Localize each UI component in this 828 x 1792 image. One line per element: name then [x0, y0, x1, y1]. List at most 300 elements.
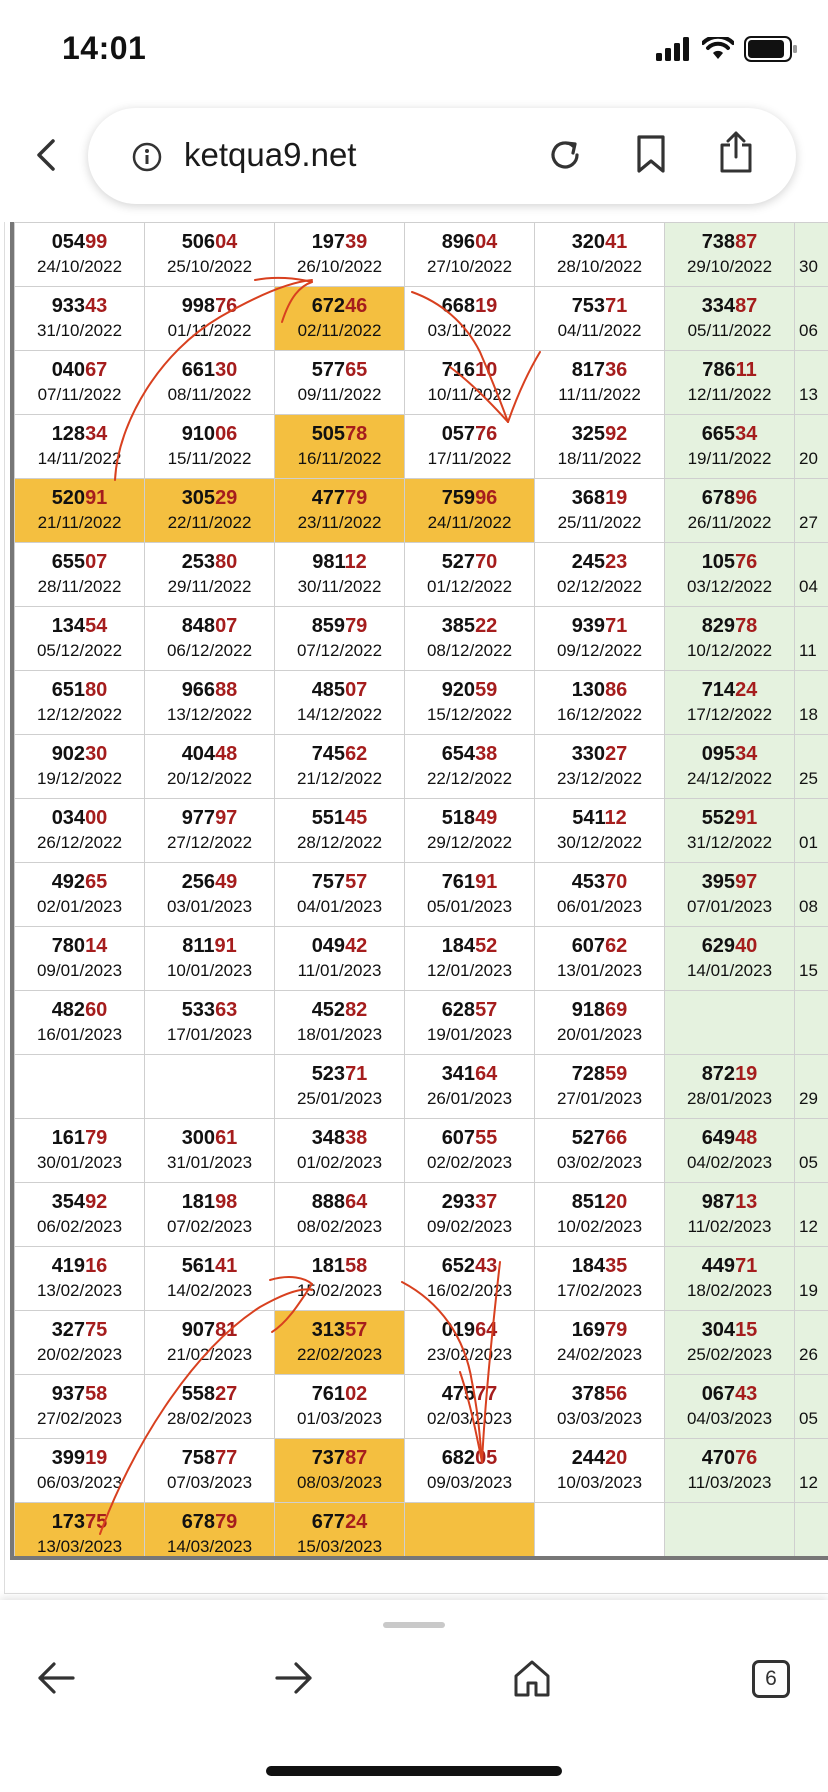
table-row: [15, 415, 828, 479]
result-tail-digits: 64: [475, 1319, 498, 1341]
result-date: 12: [799, 1216, 818, 1236]
result-date: 19: [799, 1280, 818, 1300]
result-tail-digits: 71: [345, 1063, 368, 1085]
result-cell: [665, 1503, 795, 1561]
result-number: [535, 1446, 664, 1471]
result-cell: [795, 1439, 828, 1503]
nav-forward-arrow-icon[interactable]: [274, 1660, 314, 1696]
result-tail-digits: 49: [215, 871, 238, 893]
result-cell: [15, 1311, 145, 1375]
result-head-digits: 054: [51, 231, 86, 253]
result-date: 01: [799, 832, 818, 852]
result-head-digits: 678: [701, 487, 736, 509]
result-tail-digits: 76: [475, 423, 498, 445]
result-cell: [275, 543, 405, 607]
result-date: 15: [799, 960, 818, 980]
result-head-digits: 492: [51, 871, 86, 893]
result-tail-digits: 79: [85, 1127, 108, 1149]
table-row: [15, 479, 828, 543]
home-icon[interactable]: [512, 1658, 552, 1698]
result-tail-digits: 92: [605, 423, 628, 445]
result-tail-digits: 58: [85, 1383, 108, 1405]
result-number: [665, 550, 794, 575]
result-head-digits: 505: [311, 423, 346, 445]
result-date: 03/11/2022: [427, 321, 512, 340]
result-tail-digits: 27: [215, 1383, 238, 1405]
result-cell: [665, 1183, 795, 1247]
result-tail-digits: 16: [85, 1255, 108, 1277]
result-cell: [15, 287, 145, 351]
result-head-digits: 404: [181, 743, 216, 765]
result-head-digits: 313: [311, 1319, 346, 1341]
result-cell: [275, 1439, 405, 1503]
result-cell: [145, 223, 275, 287]
result-date: 26/11/2022: [687, 513, 772, 532]
result-tail-digits: 06: [215, 423, 238, 445]
result-tail-digits: 42: [345, 935, 368, 957]
result-tail-digits: 91: [475, 871, 498, 893]
table-row: [15, 1439, 828, 1503]
result-tail-digits: 54: [85, 615, 108, 637]
result-tail-digits: 98: [215, 1191, 238, 1213]
result-number: [405, 998, 534, 1023]
result-date: 26: [799, 1344, 818, 1364]
wifi-icon: [702, 37, 734, 61]
result-tail-digits: 48: [215, 743, 238, 765]
result-head-digits: 649: [701, 1127, 736, 1149]
table-row: [15, 671, 828, 735]
result-date: 05: [799, 1408, 818, 1428]
result-date: 16/11/2022: [297, 449, 382, 468]
result-tail-digits: 60: [85, 999, 108, 1021]
result-head-digits: 577: [311, 359, 346, 381]
result-tail-digits: 12: [344, 551, 367, 573]
result-cell: [795, 415, 828, 479]
result-number: [535, 1126, 664, 1151]
result-tail-digits: 19: [85, 1447, 108, 1469]
home-indicator: [266, 1766, 562, 1776]
result-date: 06/03/2023: [36, 1473, 123, 1492]
result-cell: [405, 479, 535, 543]
result-head-digits: 851: [571, 1191, 606, 1213]
result-head-digits: 552: [701, 807, 736, 829]
result-date: 21/12/2022: [296, 769, 383, 788]
result-number: [275, 230, 404, 255]
result-cell: [275, 1055, 405, 1119]
result-number: [15, 742, 144, 767]
result-tail-digits: 41: [605, 231, 628, 253]
result-date: 15/12/2022: [426, 705, 513, 724]
result-date: 07/03/2023: [166, 1473, 253, 1492]
result-tail-digits: 59: [605, 1063, 628, 1085]
result-number: [145, 1318, 274, 1343]
result-cell: [15, 1119, 145, 1183]
result-cell: [795, 1183, 828, 1247]
result-number: [145, 358, 274, 383]
result-number: [275, 806, 404, 831]
result-date: 13: [799, 384, 818, 404]
result-cell: [275, 1375, 405, 1439]
result-tail-digits: 82: [345, 999, 368, 1021]
share-icon[interactable]: [718, 130, 754, 174]
result-cell: [405, 415, 535, 479]
result-cell: [795, 223, 828, 287]
result-number: [665, 358, 794, 383]
status-bar: [0, 0, 828, 100]
result-cell: [795, 799, 828, 863]
result-date: 07/02/2023: [166, 1217, 253, 1236]
result-date: 03/02/2023: [556, 1153, 643, 1172]
result-cell: [535, 1119, 665, 1183]
result-cell: [405, 671, 535, 735]
result-head-digits: 829: [701, 615, 736, 637]
result-cell: [15, 1055, 145, 1119]
result-tail-digits: 34: [735, 743, 758, 765]
result-date: 22/12/2022: [426, 769, 513, 788]
result-tail-digits: 97: [735, 871, 758, 893]
result-cell: [535, 1439, 665, 1503]
result-cell: [535, 863, 665, 927]
result-date: 07/12/2022: [296, 641, 383, 660]
result-head-digits: 130: [571, 679, 606, 701]
result-head-digits: 737: [311, 1447, 346, 1469]
result-head-digits: 533: [181, 999, 216, 1021]
result-date: 28/02/2023: [166, 1409, 253, 1428]
result-number: [405, 230, 534, 255]
result-head-digits: 300: [181, 1127, 216, 1149]
result-number: [535, 806, 664, 831]
result-number: [405, 870, 534, 895]
result-number: [145, 294, 274, 319]
result-head-digits: 395: [701, 871, 736, 893]
result-date: 18/02/2023: [686, 1281, 773, 1300]
result-tail-digits: 19: [475, 295, 498, 317]
result-cell: [665, 543, 795, 607]
result-date: 04/02/2023: [686, 1153, 773, 1172]
result-date: 08/02/2023: [296, 1217, 383, 1236]
result-number: [665, 1190, 794, 1215]
table-row: [15, 1119, 828, 1183]
results-table-body: [15, 223, 828, 1561]
result-tail-digits: 38: [345, 1127, 368, 1149]
result-number: [405, 486, 534, 511]
result-cell: [405, 1247, 535, 1311]
result-head-digits: 757: [311, 871, 346, 893]
result-head-digits: 661: [181, 359, 216, 381]
result-cell: [795, 671, 828, 735]
result-cell: [15, 927, 145, 991]
result-cell: [665, 1247, 795, 1311]
result-number: [275, 870, 404, 895]
tabs-button[interactable]: 6: [752, 1660, 790, 1698]
result-tail-digits: 00: [85, 807, 108, 829]
result-tail-digits: 64: [475, 1063, 498, 1085]
result-date: 24/12/2022: [686, 769, 773, 788]
result-date: 23/02/2023: [426, 1345, 513, 1364]
result-cell: [665, 415, 795, 479]
result-number: [15, 870, 144, 895]
result-tail-digits: 76: [215, 295, 238, 317]
result-cell: [535, 671, 665, 735]
result-cell: [665, 799, 795, 863]
result-head-digits: 786: [702, 359, 736, 381]
result-head-digits: 034: [51, 807, 86, 829]
result-date: 20/01/2023: [556, 1025, 643, 1044]
result-date: 16/02/2023: [426, 1281, 513, 1300]
nav-back-arrow-icon[interactable]: [36, 1660, 76, 1696]
result-number: [535, 550, 664, 575]
result-date: 27: [799, 512, 818, 532]
result-tail-digits: 66: [605, 1127, 628, 1149]
result-cell: [15, 799, 145, 863]
result-head-digits: 780: [51, 935, 86, 957]
result-number: [405, 1382, 534, 1407]
result-tail-digits: 23: [605, 551, 628, 573]
result-number: [145, 998, 274, 1023]
result-tail-digits: 88: [215, 679, 238, 701]
web-content: [0, 222, 828, 1600]
results-table-container[interactable]: [10, 222, 828, 1560]
result-number: [145, 806, 274, 831]
result-tail-digits: 10: [475, 359, 498, 381]
result-number: [535, 934, 664, 959]
result-head-digits: 716: [441, 359, 476, 381]
result-number: [405, 294, 534, 319]
result-number: [665, 1126, 794, 1151]
result-tail-digits: 79: [345, 615, 368, 637]
result-cell: [275, 927, 405, 991]
result-number: [145, 1126, 274, 1151]
result-date: 15/03/2023: [296, 1537, 383, 1556]
result-head-digits: 368: [571, 487, 606, 509]
result-head-digits: 354: [51, 1191, 86, 1213]
result-head-digits: 161: [51, 1127, 86, 1149]
result-date: 07/01/2023: [686, 897, 773, 916]
result-number: [405, 806, 534, 831]
result-number: [665, 678, 794, 703]
result-tail-digits: 20: [605, 1191, 628, 1213]
result-cell: [795, 1311, 828, 1375]
result-tail-digits: 43: [735, 1383, 758, 1405]
sheet-grabber[interactable]: [383, 1622, 445, 1628]
result-cell: [275, 863, 405, 927]
result-number: [665, 934, 794, 959]
result-head-digits: 341: [441, 1063, 476, 1085]
result-date: 15/02/2023: [296, 1281, 383, 1300]
result-date: 28/01/2023: [686, 1089, 773, 1108]
result-date: 05/12/2022: [36, 641, 123, 660]
result-number: [15, 358, 144, 383]
result-tail-digits: 04: [475, 231, 498, 253]
result-cell: [145, 1183, 275, 1247]
result-tail-digits: 77: [475, 1383, 498, 1405]
result-date: 18/11/2022: [557, 449, 642, 468]
result-number: [405, 1446, 534, 1471]
result-number: [145, 550, 274, 575]
result-date: 12/01/2023: [426, 961, 513, 980]
result-head-digits: 902: [51, 743, 86, 765]
result-tail-digits: 67: [85, 359, 108, 381]
result-cell: [405, 1311, 535, 1375]
result-tail-digits: 78: [345, 423, 368, 445]
result-tail-digits: 79: [215, 1511, 238, 1533]
result-number: [665, 294, 794, 319]
status-icons: [656, 36, 798, 62]
reload-icon[interactable]: [546, 136, 584, 174]
result-number: [145, 1446, 274, 1471]
result-head-digits: 095: [701, 743, 736, 765]
result-head-digits: 128: [51, 423, 86, 445]
result-cell: [15, 863, 145, 927]
result-tail-digits: 05: [475, 1447, 498, 1469]
result-cell: [145, 1375, 275, 1439]
result-tail-digits: 80: [215, 551, 238, 573]
result-cell: [535, 415, 665, 479]
result-head-digits: 607: [441, 1127, 476, 1149]
result-date: 16/01/2023: [36, 1025, 123, 1044]
browser-toolbar: [0, 100, 828, 220]
result-number: [15, 1510, 144, 1535]
results-table: [14, 222, 828, 1560]
result-head-digits: 848: [181, 615, 216, 637]
table-row: [15, 223, 828, 287]
result-cell: [145, 735, 275, 799]
result-tail-digits: 56: [605, 1383, 628, 1405]
result-head-digits: 482: [51, 999, 86, 1021]
result-date: 25/10/2022: [166, 257, 253, 276]
result-head-digits: 385: [441, 615, 476, 637]
result-date: 11: [799, 640, 817, 660]
result-head-digits: 745: [311, 743, 346, 765]
result-date: 04: [799, 576, 818, 596]
result-date: 19/11/2022: [687, 449, 772, 468]
result-cell: [15, 351, 145, 415]
result-head-digits: 523: [311, 1063, 346, 1085]
result-number: [145, 678, 274, 703]
url-text[interactable]: ketqua9.net: [184, 136, 357, 173]
result-number: [275, 678, 404, 703]
result-date: 14/03/2023: [166, 1537, 253, 1556]
result-number: [535, 486, 664, 511]
result-cell: [275, 287, 405, 351]
result-cell: [795, 1503, 828, 1561]
result-tail-digits: 91: [85, 487, 108, 509]
result-head-digits: 981: [312, 551, 345, 573]
result-number: [145, 422, 274, 447]
result-number: [535, 422, 664, 447]
result-tail-digits: 07: [215, 615, 238, 637]
result-date: 03/03/2023: [556, 1409, 643, 1428]
result-head-digits: 738: [701, 231, 736, 253]
result-cell: [145, 1119, 275, 1183]
result-head-digits: 872: [701, 1063, 736, 1085]
result-head-digits: 728: [571, 1063, 606, 1085]
table-row: [15, 1311, 828, 1375]
result-date: 25/11/2022: [557, 513, 642, 532]
result-tail-digits: 46: [345, 295, 368, 317]
result-tail-digits: 81: [215, 1319, 238, 1341]
result-date: 01/02/2023: [296, 1153, 383, 1172]
result-number: [145, 1190, 274, 1215]
result-date: 08/03/2023: [296, 1473, 383, 1492]
result-cell: [795, 927, 828, 991]
result-head-digits: 449: [701, 1255, 736, 1277]
result-tail-digits: 43: [85, 295, 108, 317]
result-date: 10/11/2022: [427, 385, 512, 404]
result-cell: [665, 1055, 795, 1119]
result-head-digits: 105: [701, 551, 736, 573]
result-tail-digits: 30: [215, 359, 238, 381]
result-date: 30/01/2023: [36, 1153, 123, 1172]
result-number: [535, 1062, 664, 1087]
result-head-digits: 181: [311, 1255, 346, 1277]
result-cell: [275, 1247, 405, 1311]
result-cell: [795, 479, 828, 543]
result-tail-digits: 76: [735, 551, 758, 573]
result-date: 12/12/2022: [36, 705, 123, 724]
table-row: [15, 1183, 828, 1247]
result-cell: [405, 1503, 535, 1561]
result-date: 14/01/2023: [686, 961, 773, 980]
result-date: 17/02/2023: [556, 1281, 643, 1300]
cellular-signal-icon: [656, 37, 692, 61]
result-cell: [15, 1503, 145, 1561]
result-date: 29: [799, 1088, 818, 1108]
result-date: 03/12/2022: [686, 577, 773, 596]
result-head-digits: 651: [51, 679, 86, 701]
result-cell: [275, 799, 405, 863]
result-cell: [15, 1183, 145, 1247]
result-cell: [145, 1439, 275, 1503]
result-date: 26/01/2023: [426, 1089, 513, 1108]
result-cell: [535, 1503, 665, 1561]
result-head-digits: 759: [441, 487, 476, 509]
table-row: [15, 991, 828, 1055]
result-cell: [535, 799, 665, 863]
result-date: 30: [799, 256, 818, 276]
result-head-digits: 918: [571, 999, 606, 1021]
result-date: 02/12/2022: [556, 577, 643, 596]
result-number: [405, 358, 534, 383]
result-date: 24/02/2023: [556, 1345, 643, 1364]
result-cell: [795, 863, 828, 927]
result-date: 28/10/2022: [556, 257, 643, 276]
result-cell: [405, 1375, 535, 1439]
result-number: [665, 422, 794, 447]
result-head-digits: 184: [571, 1255, 606, 1277]
result-number: [275, 1510, 404, 1535]
result-head-digits: 966: [181, 679, 216, 701]
info-icon[interactable]: [132, 142, 162, 172]
result-tail-digits: 65: [85, 871, 108, 893]
result-date: 27/01/2023: [556, 1089, 643, 1108]
result-head-digits: 067: [701, 1383, 736, 1405]
result-head-digits: 518: [441, 807, 476, 829]
back-button[interactable]: [26, 130, 66, 180]
address-bar[interactable]: [88, 108, 796, 204]
result-head-digits: 558: [181, 1383, 216, 1405]
result-tail-digits: 30: [85, 743, 108, 765]
result-head-digits: 453: [571, 871, 606, 893]
result-head-digits: 184: [441, 935, 476, 957]
bookmark-icon[interactable]: [636, 134, 666, 174]
result-tail-digits: 77: [215, 1447, 238, 1469]
result-cell: [535, 1247, 665, 1311]
result-cell: [15, 735, 145, 799]
result-head-digits: 910: [181, 423, 216, 445]
result-tail-digits: 69: [605, 999, 628, 1021]
result-date: 29/12/2022: [426, 833, 513, 852]
